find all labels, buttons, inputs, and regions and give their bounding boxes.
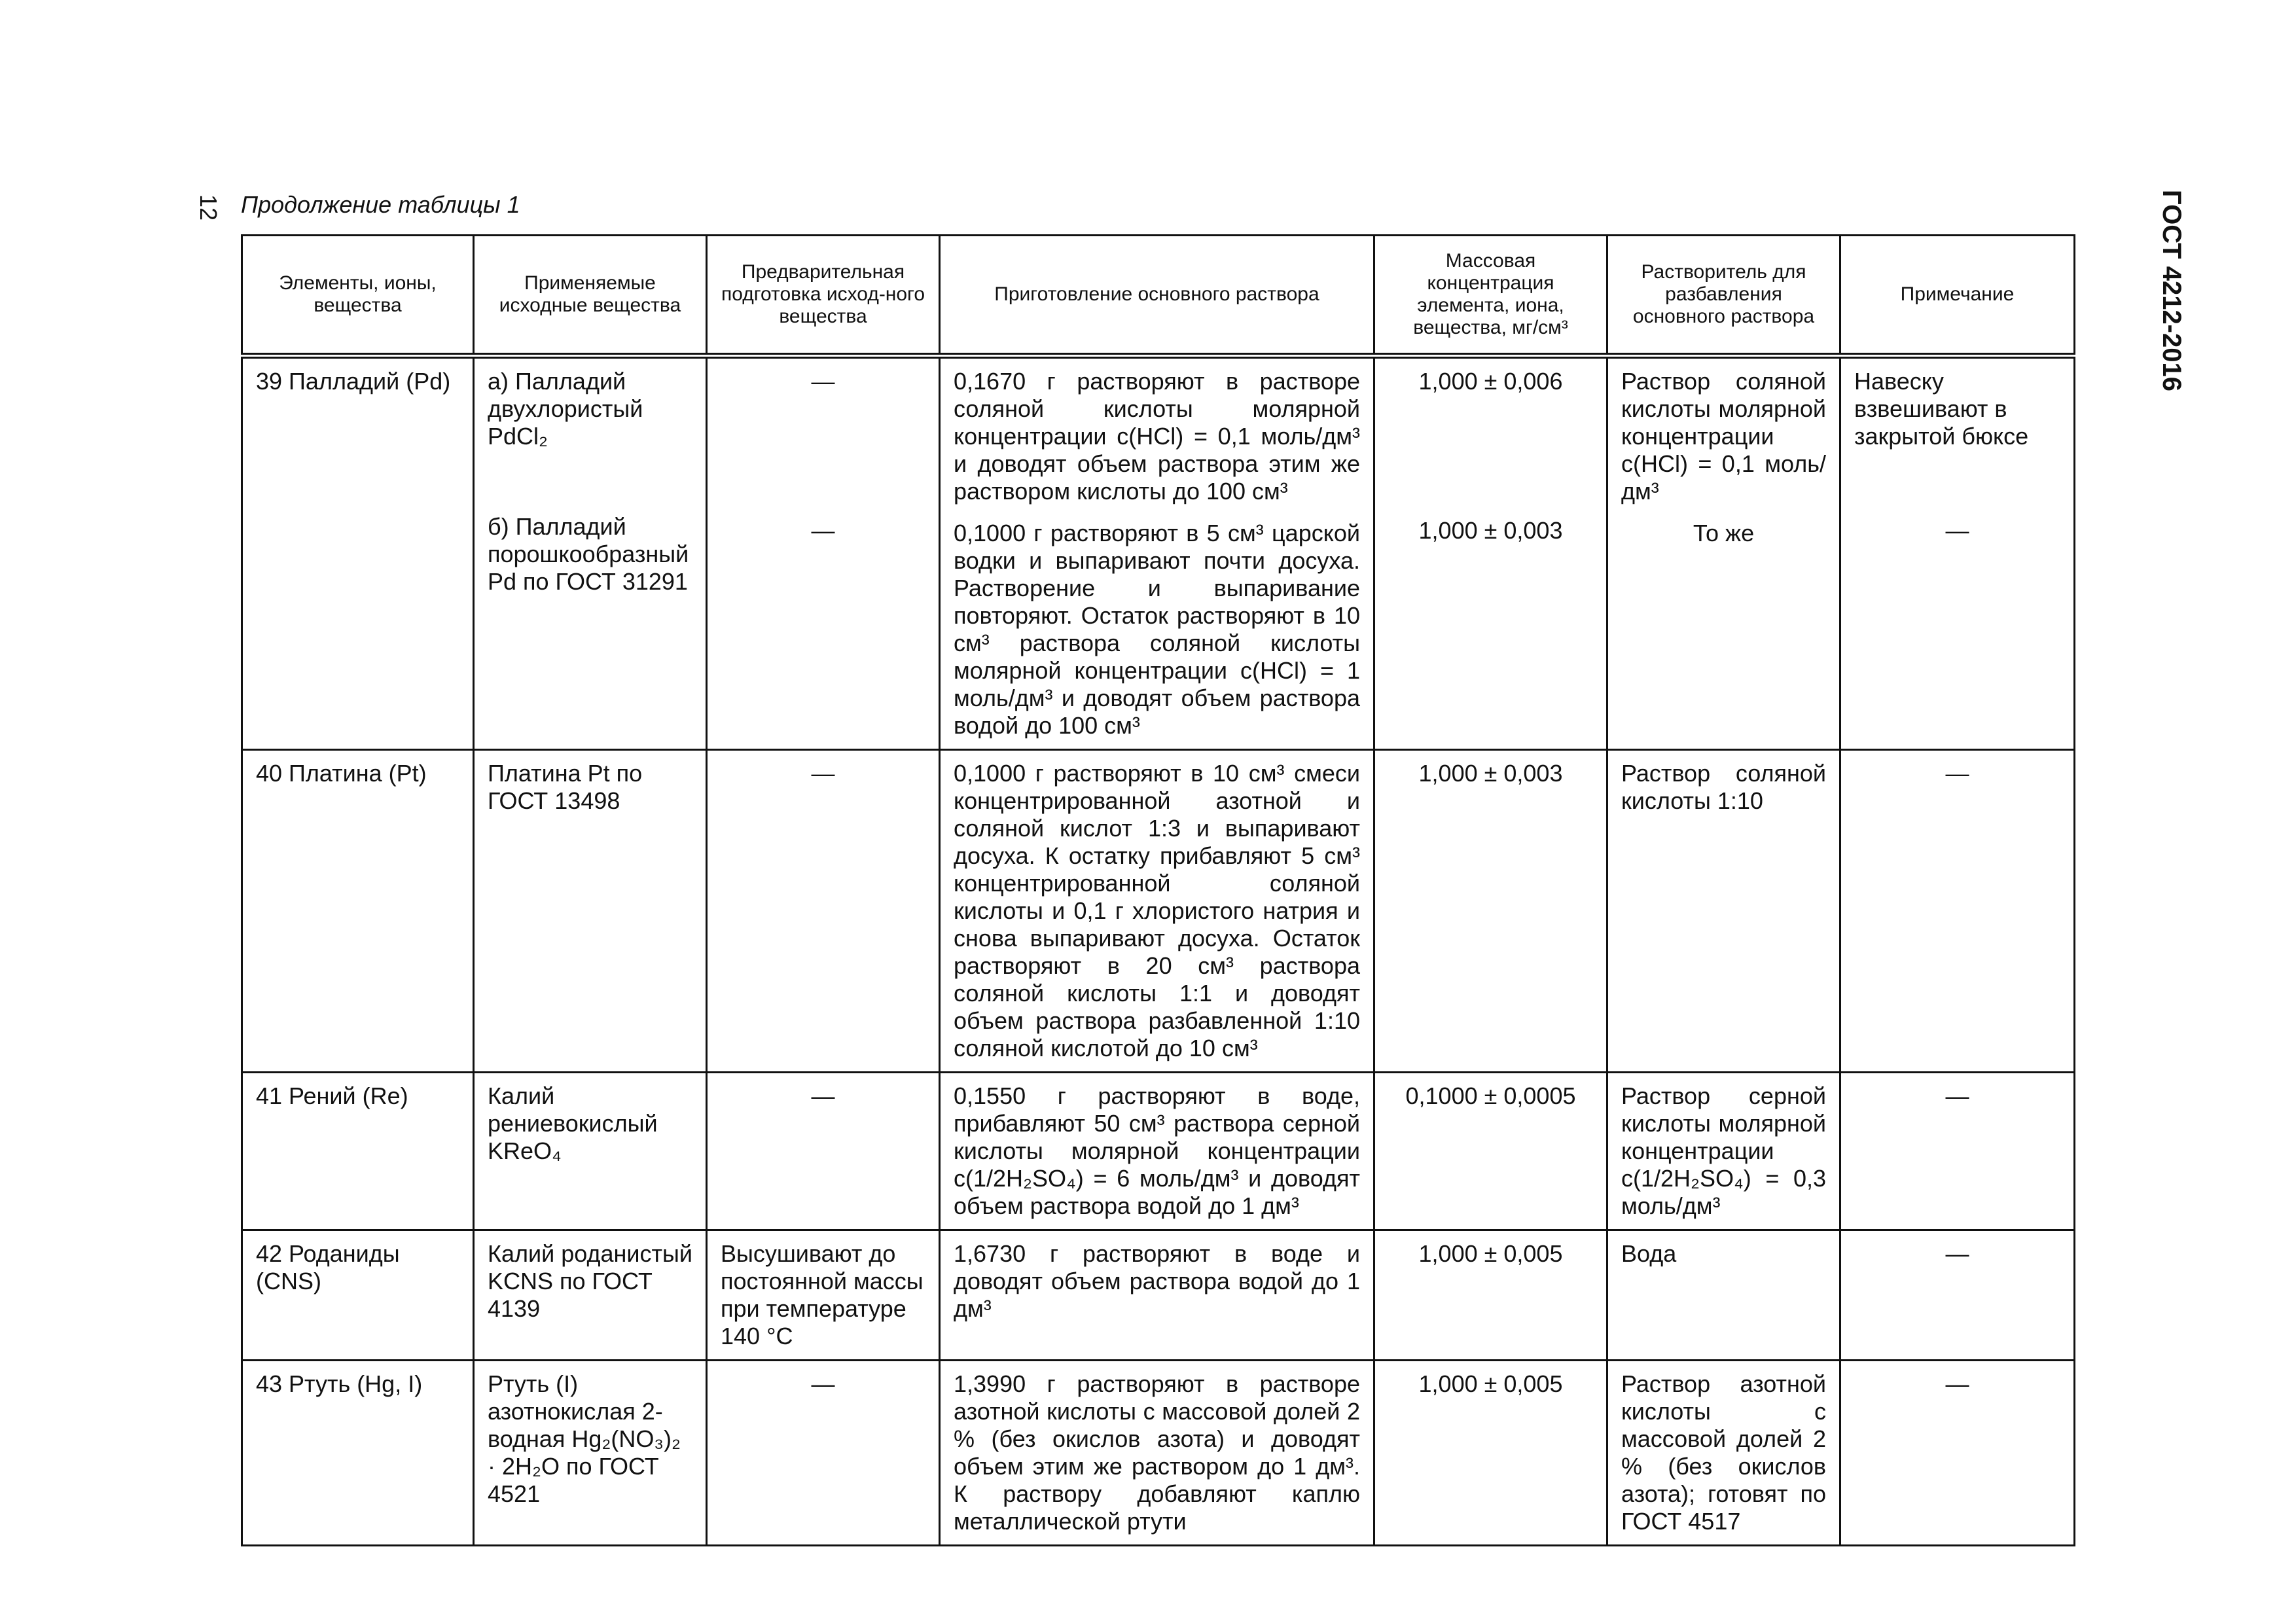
cell-note-a: Навеску взвешивают в закрытой бюксе [1854,368,2029,450]
cell-preparation: — [707,1361,940,1546]
cell-solvent-b: То же [1693,520,1755,546]
col-header-note: Примечание [1840,236,2075,356]
col-header-solution: Приготовление основного раствора [940,236,1374,356]
cell-concentration-a: 1,000 ± 0,006 [1418,368,1563,395]
cell-substance: Ртуть (I) азотнокислая 2-водная Hg₂(NO₃)₂ · 2H₂O по ГОСТ 4521 [474,1361,707,1546]
cell-substance: Калий роданистый KCNS по ГОСТ 4139 [474,1230,707,1361]
table-row [242,1073,2075,1230]
cell-concentration: 1,000 ± 0,005 [1374,1230,1607,1361]
cell-concentration [1374,356,1607,750]
cell-element: 41 Рений (Re) [242,1073,474,1230]
cell-solvent: Раствор азотной кислоты с массовой долей 2 % (без окислов азота); готовят по ГОСТ 4517 [1607,1361,1840,1546]
col-header-element: Элементы, ионы, вещества [242,236,474,356]
cell-concentration: 1,000 ± 0,005 [1374,1361,1607,1546]
cell-substance-b: б) Палладий порошкообразный Pd по ГОСТ 31291 [488,513,689,595]
cell-note: — [1840,1073,2075,1230]
cell-note: — [1840,1230,2075,1361]
cell-solvent: Вода [1607,1230,1840,1361]
cell-substance: Калий рениевокислый KReO₄ [474,1073,707,1230]
col-header-concentration: Массовая концентрация элемента, иона, вещества, мг/см³ [1374,236,1607,356]
col-header-solvent: Растворитель для разбавления основного раствора [1607,236,1840,356]
cell-element: 43 Ртуть (Hg, I) [242,1361,474,1546]
page-number: 12 [195,194,223,221]
cell-solvent-a: Раствор соляной кислоты молярной концентрации c(HCl) = 0,1 моль/дм³ [1621,368,1826,505]
cell-element: 39 Палладий (Pd) [242,356,474,750]
cell-note-b: — [1945,517,1969,544]
cell-preparation-b: — [811,517,835,544]
cell-concentration: 1,000 ± 0,003 [1374,750,1607,1073]
cell-solvent [1607,356,1840,750]
cell-concentration-b: 1,000 ± 0,003 [1418,517,1563,544]
cell-preparation: — [707,750,940,1073]
cell-solvent: Раствор серной кислоты молярной концентрации c(1/2H₂SO₄) = 0,3 моль/дм³ [1607,1073,1840,1230]
table-row [242,750,2075,1073]
cell-preparation: — [707,1073,940,1230]
cell-element: 42 Роданиды (CNS) [242,1230,474,1361]
cell-element: 40 Платина (Pt) [242,750,474,1073]
reagents-table [241,234,2075,1546]
cell-note: — [1840,1361,2075,1546]
table-row [242,356,2075,750]
cell-solution-b: 0,1000 г растворяют в 5 см³ царской водки и выпаривают почти досуха. Растворение и выпаривание повторяют. Остаток растворяют в 10 см³ раствора соляной кислоты молярной концентрации c(HCl) = 1 моль/дм³ и доводят объем раствора водой до 100 см³ [954,520,1360,739]
cell-solution-a: 0,1670 г растворяют в растворе соляной кислоты молярной концентрации c(HCl) = 0,1 моль/дм³ и доводят объем раствора этим же раствором кислоты до 100 см³ [954,368,1360,505]
cell-solution: 1,3990 г растворяют в растворе азотной кислоты с массовой долей 2 % (без окислов азота) и доводят объем этим же раствором до 1 дм³. К раствору добавляют каплю металлической ртути [940,1361,1374,1546]
cell-solvent: Раствор соляной кислоты 1:10 [1607,750,1840,1073]
col-header-preparation: Предварительная подготовка исход-ного вещества [707,236,940,356]
cell-substance-a: а) Палладий двухлористый PdCl₂ [488,368,643,450]
cell-concentration: 0,1000 ± 0,0005 [1374,1073,1607,1230]
standard-designation: ГОСТ 4212-2016 [2157,190,2186,391]
table-row [242,1230,2075,1361]
table-row [242,1361,2075,1546]
cell-note: — [1840,750,2075,1073]
cell-substance [474,356,707,750]
cell-solution [940,356,1374,750]
cell-substance: Платина Pt по ГОСТ 13498 [474,750,707,1073]
cell-preparation-a: — [811,368,835,395]
cell-solution: 1,6730 г растворяют в воде и доводят объем раствора водой до 1 дм³ [940,1230,1374,1361]
table-caption: Продолжение таблицы 1 [241,191,520,218]
table-header-row [242,236,2075,356]
cell-solution: 0,1000 г растворяют в 10 см³ смеси концентрированной азотной и соляной кислот 1:3 и выпаривают досуха. К остатку прибавляют 5 см³ концентрированной соляной кислоты и 0,1 г хлористого натрия и снова выпаривают досуха. Остаток растворяют в 20 см³ раствора соляной кислоты 1:1 и доводят объем раствора разбавленной 1:10 соляной кислотой до 10 см³ [940,750,1374,1073]
cell-preparation [707,356,940,750]
cell-solution: 0,1550 г растворяют в воде, прибавляют 50 см³ раствора серной кислоты молярной концентрации c(1/2H₂SO₄) = 6 моль/дм³ и доводят объем раствора водой до 1 дм³ [940,1073,1374,1230]
cell-note [1840,356,2075,750]
cell-preparation: Высушивают до постоянной массы при температуре 140 °С [707,1230,940,1361]
col-header-substance: Применяемые исходные вещества [474,236,707,356]
